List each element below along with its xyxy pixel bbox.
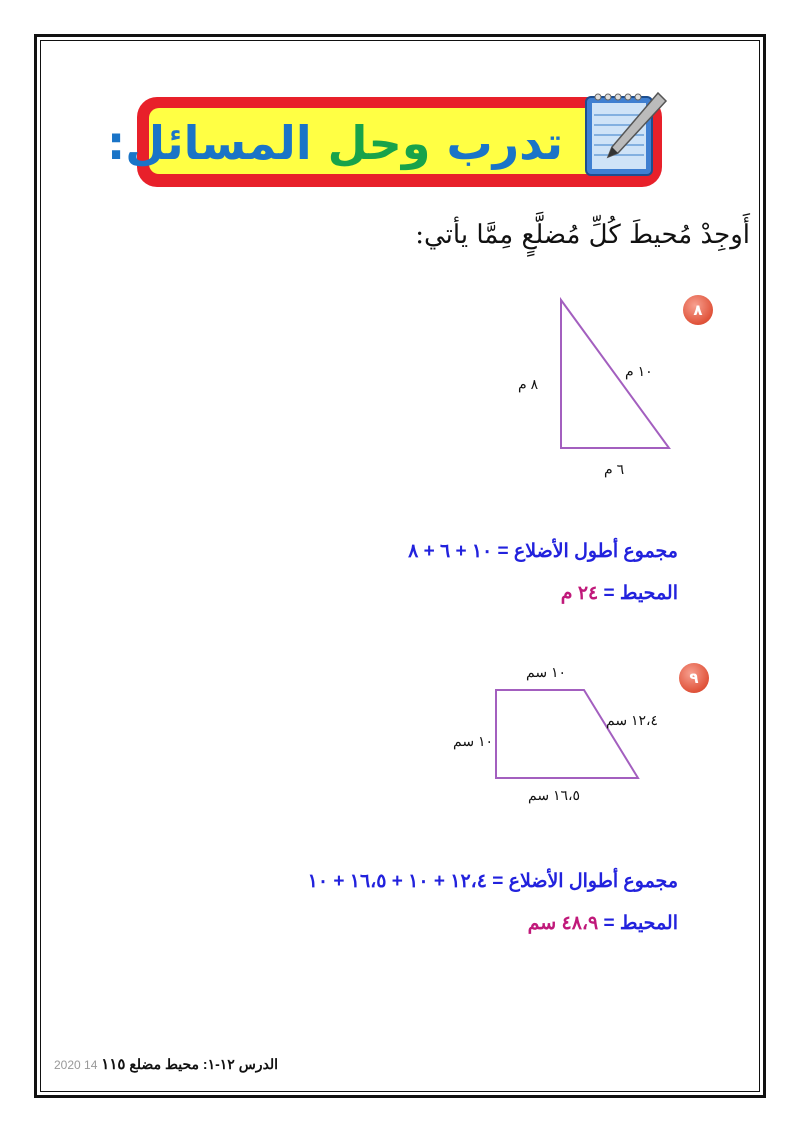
- triangle-side-bottom-label: ٦ م: [604, 461, 625, 477]
- perimeter-label: المحيط =: [603, 583, 678, 604]
- triangle-figure: [555, 296, 675, 456]
- footer-page-number: ١١٥: [101, 1056, 126, 1073]
- problem-8-perimeter-line: [561, 582, 678, 605]
- sum-expression: ١٢،٤ + ١٠ + ١٦،٥ + ١٠: [307, 871, 487, 892]
- problem-number-badge: ٩: [679, 663, 709, 693]
- perimeter-value: ٤٨،٩ سم: [527, 913, 599, 934]
- banner-word-2: وحل: [327, 116, 431, 170]
- footer-lesson: الدرس ١٢-١:: [202, 1056, 279, 1072]
- sum-label: مجموع أطوال الأضلاع =: [492, 871, 678, 892]
- problem-9-sum-line: [308, 870, 678, 893]
- sum-label: مجموع أطول الأضلاع =: [497, 541, 678, 562]
- notebook-pencil-icon: [578, 83, 670, 183]
- problem-number-badge: ٨: [683, 295, 713, 325]
- problem-8-sum-line: [408, 540, 678, 563]
- sum-expression: ١٠ + ٦ + ٨: [408, 541, 493, 562]
- footer-year: 2020 14: [54, 1058, 98, 1072]
- trapezoid-bottom-label: ١٦،٥ سم: [528, 787, 581, 803]
- banner-title: [107, 113, 563, 173]
- perimeter-value: ٢٤ م: [560, 583, 599, 604]
- triangle-side-left-label: ٨ م: [518, 376, 539, 392]
- trapezoid-left-label: ١٠ سم: [453, 733, 493, 749]
- trapezoid-slant-label: ١٢،٤ سم: [606, 712, 659, 728]
- problem-9-perimeter-line: [528, 912, 678, 935]
- banner-inner: [106, 108, 649, 174]
- page-footer: [54, 1055, 278, 1073]
- trapezoid-top-label: ١٠ سم: [526, 664, 566, 680]
- trapezoid-figure: [488, 684, 648, 784]
- triangle-side-hyp-label: ١٠ م: [625, 363, 653, 379]
- footer-topic: محيط مضلع: [129, 1056, 200, 1072]
- perimeter-label: المحيط =: [603, 913, 678, 934]
- banner-word-1: تدرب: [446, 116, 563, 170]
- banner-word-3: المسائل:: [106, 116, 312, 170]
- section-banner: [106, 97, 662, 187]
- instruction-text: أَوجِدْ مُحيطَ كُلِّ مُضلَّعٍ مِمَّا يأتي:: [415, 220, 750, 250]
